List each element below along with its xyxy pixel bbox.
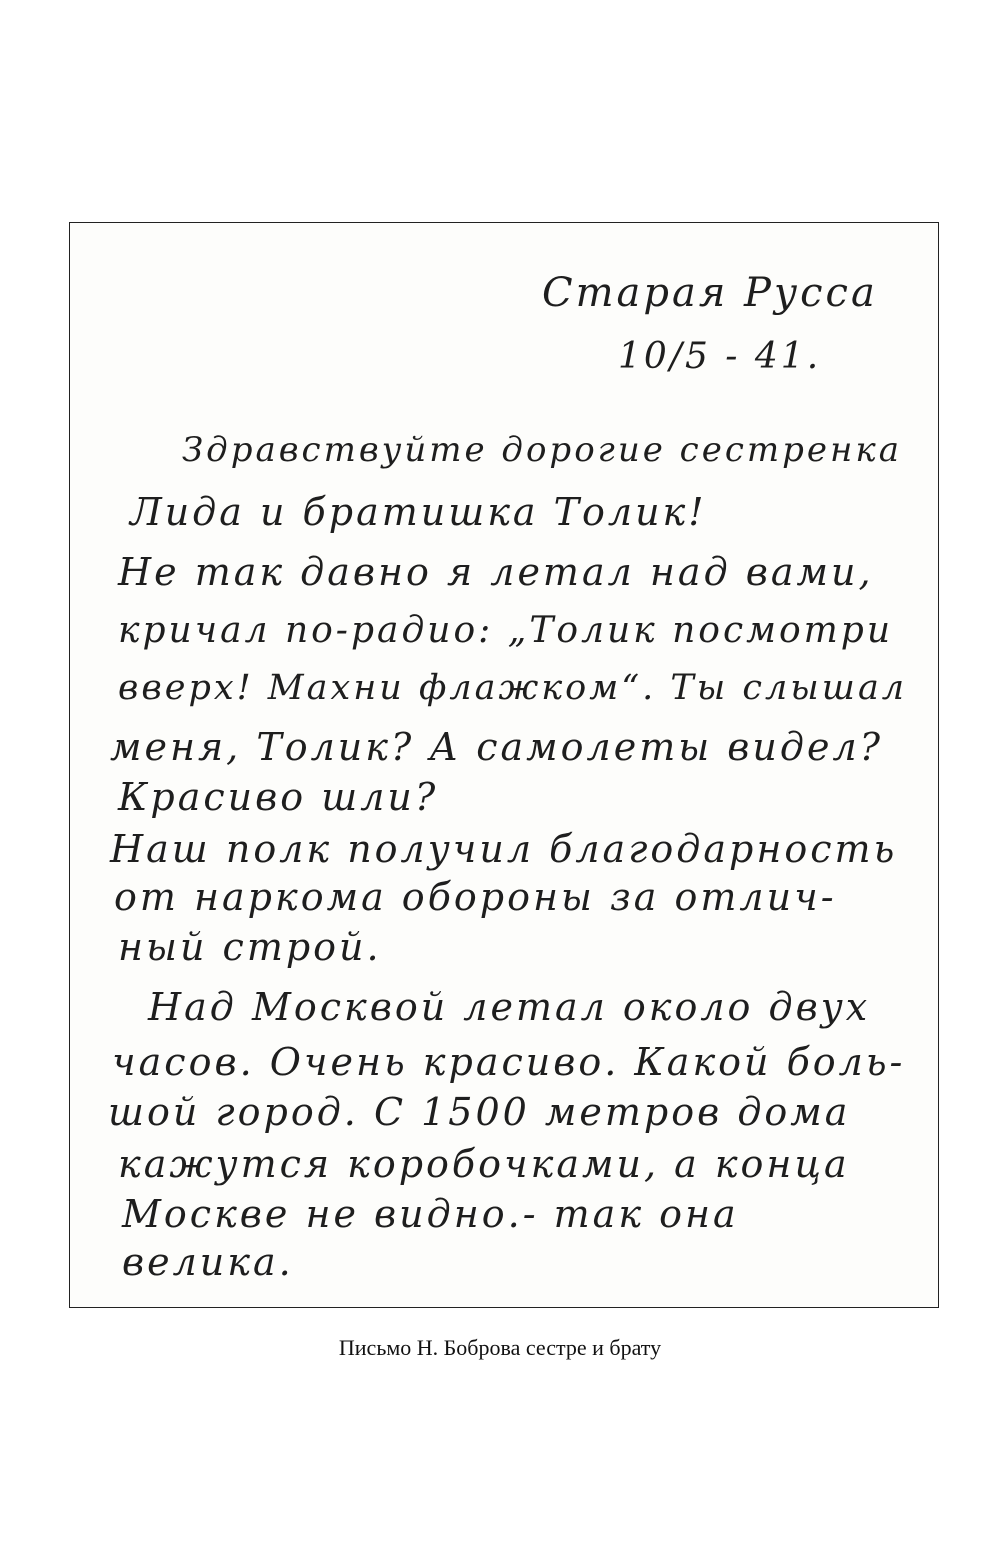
letter-line: ный строй.	[118, 925, 382, 969]
figure-caption: Письмо Н. Боброва сестре и брату	[338, 1335, 662, 1360]
letter-line: часов. Очень красиво. Какой боль-	[112, 1040, 906, 1084]
letter-line: Здравствуйте дорогие сестренка	[182, 430, 902, 470]
letter-line: от наркома обороны за отлич-	[114, 875, 837, 919]
letter-line: кажутся коробочками, а конца	[118, 1142, 850, 1186]
letter-line: Над Москвой летал около двух	[148, 985, 871, 1029]
letter-line: велика.	[122, 1240, 294, 1284]
letter-place: Старая Русса	[542, 270, 878, 316]
letter-scan	[69, 222, 939, 1308]
letter-line: шой город. С 1500 метров дома	[108, 1090, 851, 1134]
letter-line: Не так давно я летал над вами,	[118, 550, 874, 594]
letter-date: 10/5 - 41.	[618, 336, 822, 377]
letter-line: Красиво шли?	[118, 775, 439, 819]
letter-line: Москве не видно.- так она	[122, 1192, 739, 1236]
letter-line: кричал по-радио: „Толик посмотри	[118, 610, 894, 651]
letter-line: Наш полк получил благодарность	[110, 827, 898, 871]
letter-line: меня, Толик? А самолеты видел?	[110, 725, 884, 769]
letter-line: Лида и братишка Толик!	[130, 490, 707, 534]
letter-line: вверх! Махни флажком“. Ты слышал	[118, 668, 908, 708]
